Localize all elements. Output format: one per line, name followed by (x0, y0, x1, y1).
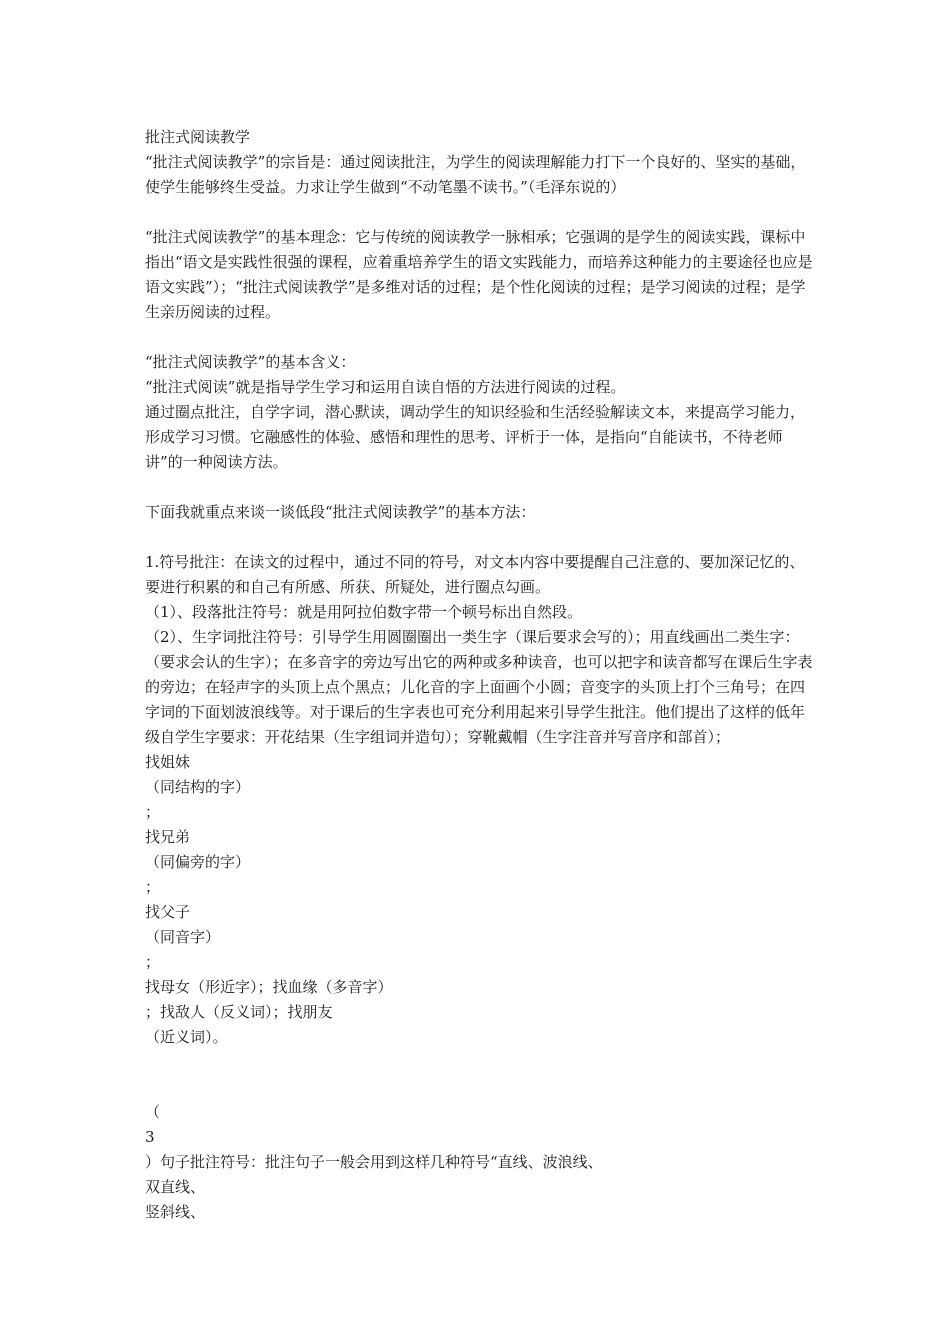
text-line: ； (145, 803, 161, 821)
meaning-heading: “批注式阅读教学”的基本含义： (145, 353, 356, 371)
text-line: ；找敌人（反义词）；找朋友 (145, 1003, 333, 1021)
paragraph-gap (145, 200, 815, 225)
text-line: 找母女（形近字）；找血缘（多音字） (145, 978, 393, 996)
sentence-symbol-item: ）句子批注符号：批注句子一般会用到这样几种符号“直线、波浪线、 (145, 1153, 603, 1171)
text-line: 竖斜线、 (145, 1203, 206, 1221)
paragraph-gap (145, 325, 815, 350)
paragraph-gap (145, 1075, 815, 1100)
paragraph-symbol-item: （1）、段落批注符号：就是用阿拉伯数字带一个顿号标出自然段。 (145, 603, 583, 621)
meaning-paragraph: “批注式阅读”就是指导学生学习和运用自读自悟的方法进行阅读的过程。 (145, 378, 626, 396)
text-line: （近义词）。 (145, 1028, 228, 1046)
document-title: 批注式阅读教学 (145, 128, 251, 146)
text-line: 找兄弟 (145, 828, 191, 846)
document-body (145, 125, 815, 1225)
method-description-paragraph: 通过圈点批注，自学字词，潜心默读，调动学生的知识经验和生活经验解读文本，来提高学习能力，形成学习习惯。它融感性的体验、感悟和理性的思考、评析于一体，是指向“自能读书，不待老师讲”的一种阅读方法。 (145, 403, 806, 471)
paragraph-gap (145, 525, 815, 550)
paragraph-gap (145, 1050, 815, 1075)
text-line: 找父子 (145, 903, 191, 921)
text-line: 双直线、 (145, 1178, 206, 1196)
text-line: ； (145, 878, 161, 896)
text-line: （同音字） (145, 928, 221, 946)
methods-intro: 下面我就重点来谈一谈低段“批注式阅读教学”的基本方法： (145, 503, 536, 521)
purpose-paragraph: “批注式阅读教学”的宗旨是：通过阅读批注，为学生的阅读理解能力打下一个良好的、坚实的基础，使学生能够终生受益。力求让学生做到“不动笔墨不读书。”（毛泽东说的） (145, 153, 806, 196)
concept-paragraph: “批注式阅读教学”的基本理念：它与传统的阅读教学一脉相承；它强调的是学生的阅读实践，课标中指出“语文是实践性很强的课程，应着重培养学生的语文实践能力，而培养这种能力的主要途径也应是语文实践”）；“批注式阅读教学”是多维对话的过程；是个性化阅读的过程；是学习阅读的过程；是学生亲历阅读的过程。 (145, 228, 813, 321)
text-line: （同偏旁的字） (145, 853, 251, 871)
paragraph-gap (145, 475, 815, 500)
text-line: （ (145, 1103, 161, 1121)
text-line: 3 (145, 1128, 155, 1146)
text-line: ； (145, 953, 161, 971)
text-line: （同结构的字） (145, 778, 251, 796)
character-symbol-item: （2）、生字词批注符号：引导学生用圆圈圈出一类生字（课后要求会写的）；用直线画出二类生字：（要求会认的生字）；在多音字的旁边写出它的两种或多种读音，也可以把字和读音都写在课后生字表的旁边；在轻声字的头顶上点个黑点；儿化音的字上面画个小圆；音变字的头顶上打个三角号；在四字词的下面划波浪线等。对于课后的生字表也可充分利用起来引导学生批注。他们提出了这样的低年级自学生字要求：开花结果（生字组词并造句）；穿靴戴帽（生字注音并写音序和部首）； (145, 628, 813, 746)
text-line: 找姐妹 (145, 753, 191, 771)
symbol-annotation-paragraph: 1.符号批注：在读文的过程中，通过不同的符号，对文本内容中要提醒自己注意的、要加深记忆的、要进行积累的和自己有所感、所获、所疑处，进行圈点勾画。 (145, 553, 805, 596)
